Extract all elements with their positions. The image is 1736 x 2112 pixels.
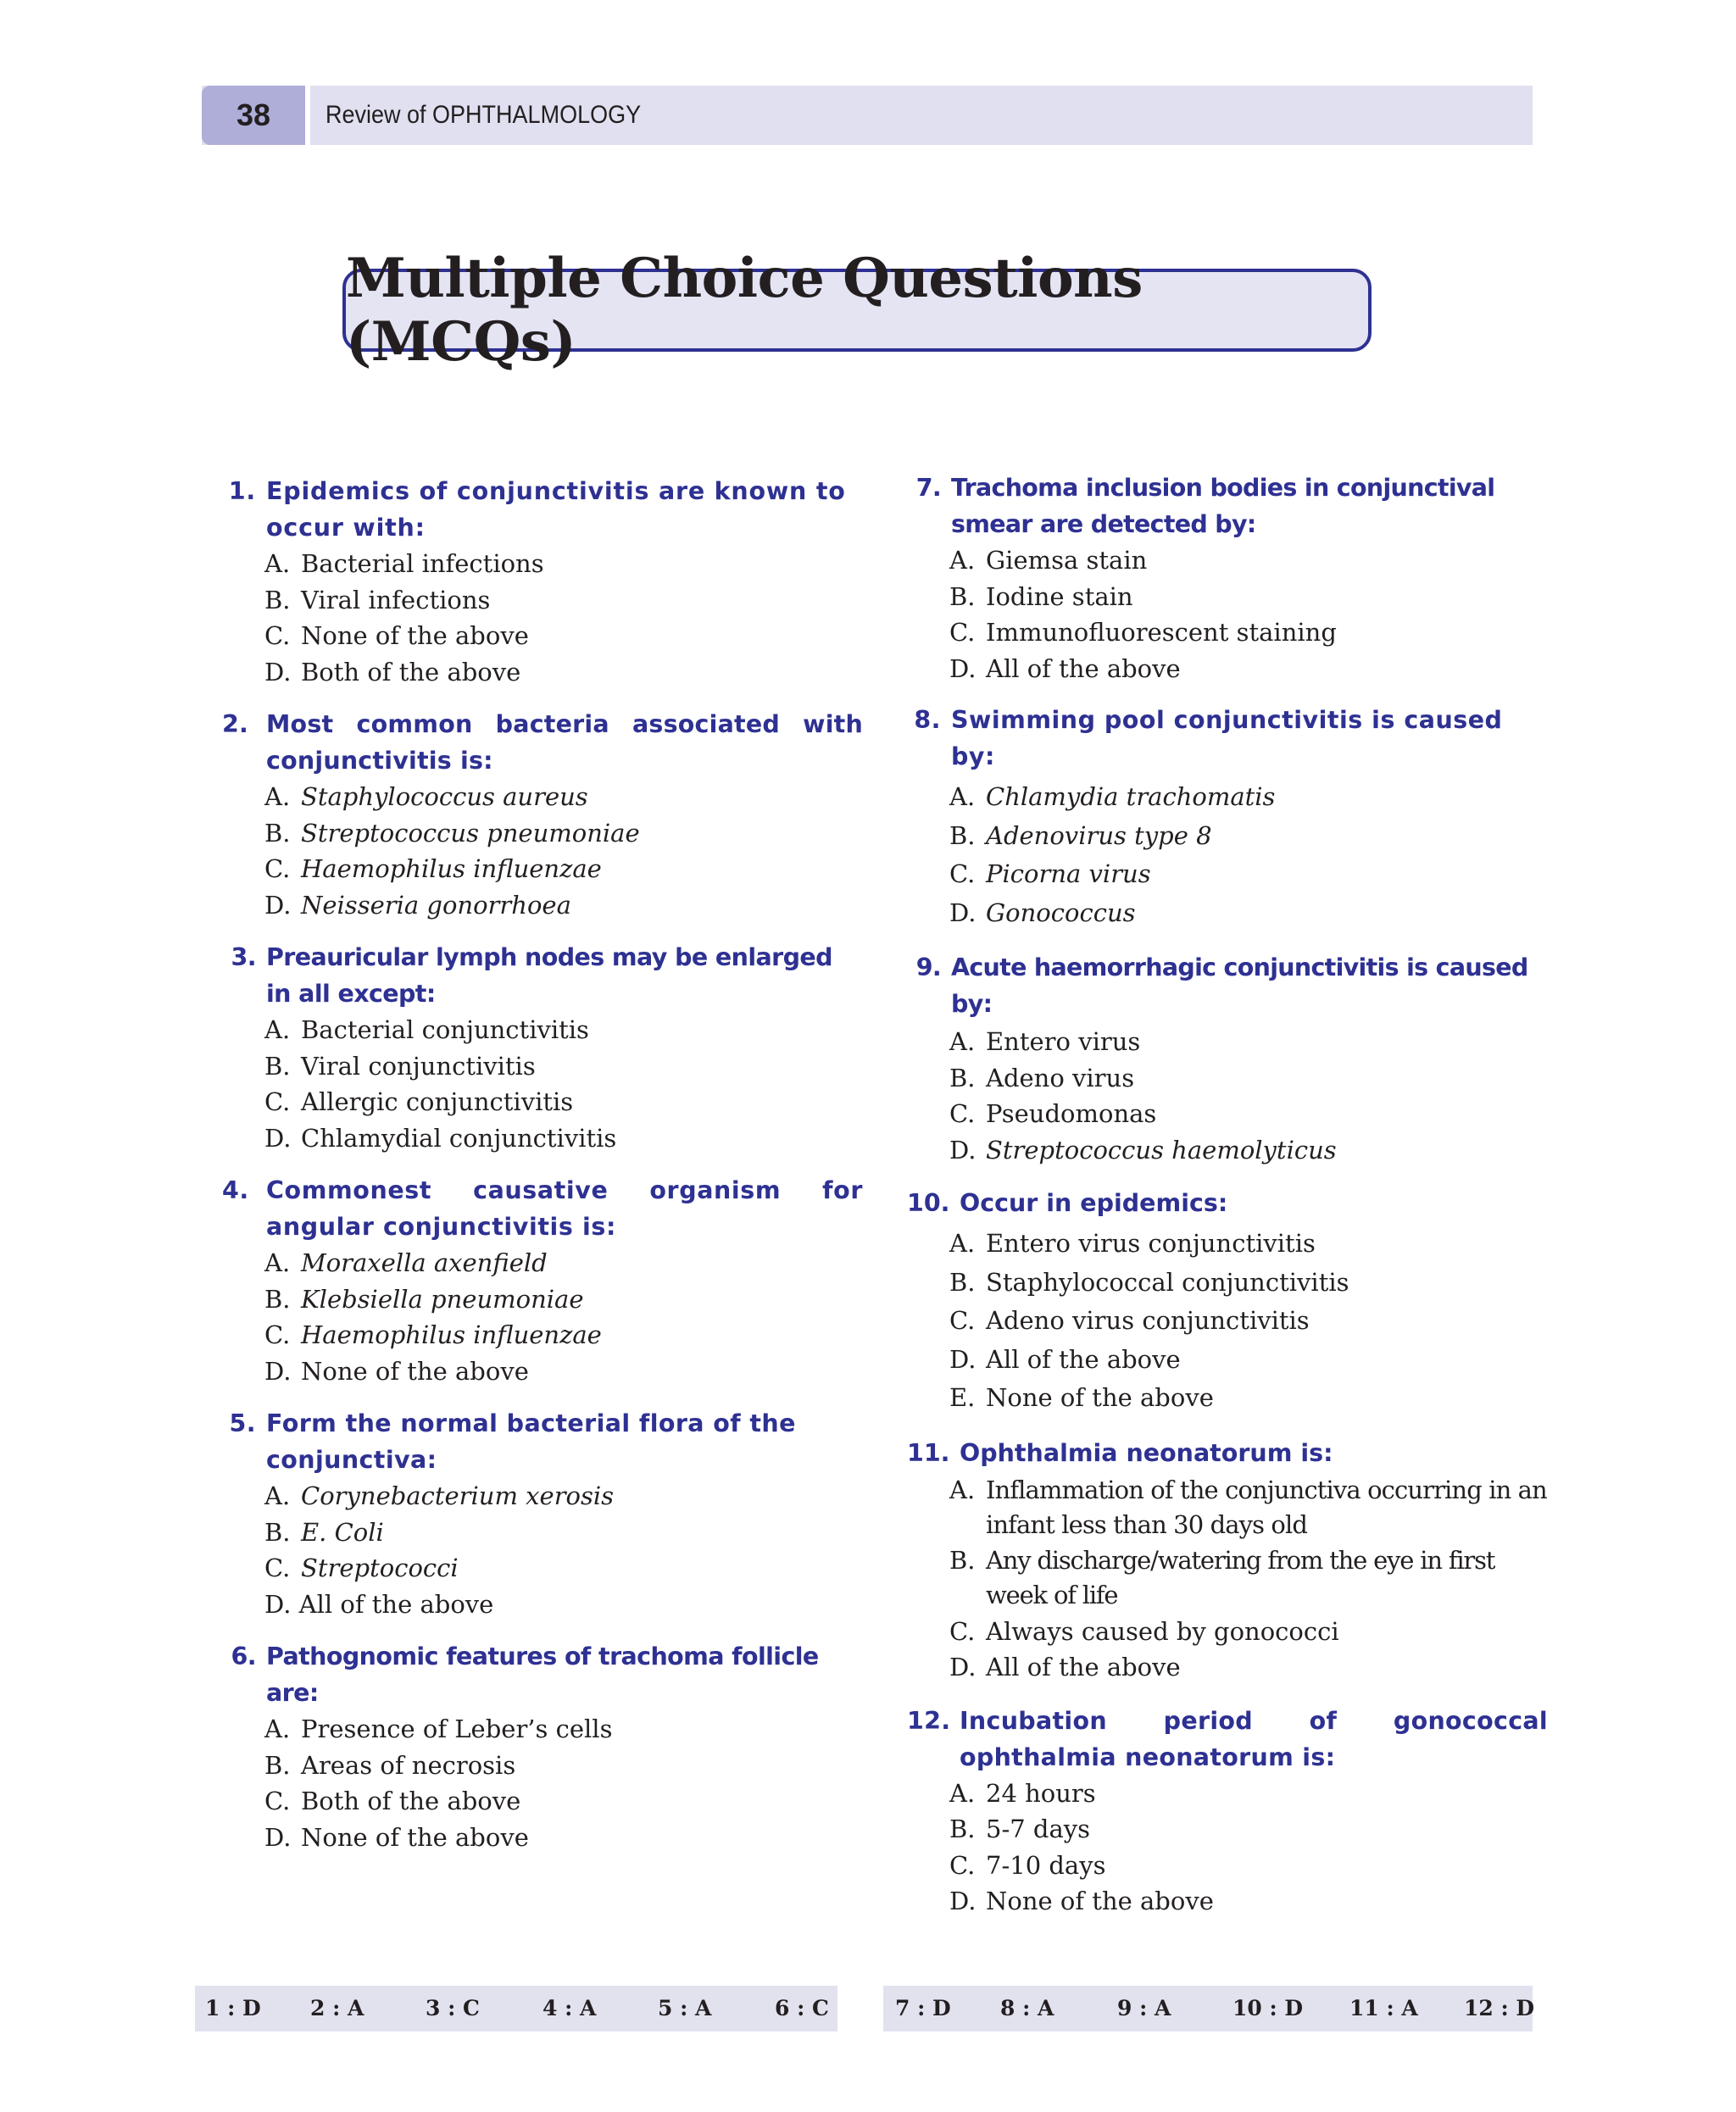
option-a: A. Moraxella axenfield <box>264 1248 548 1277</box>
question-number: 9. <box>915 953 941 981</box>
question-8 <box>907 702 1548 932</box>
option-a: A. Bacterial conjunctivitis <box>264 1015 589 1044</box>
answer-item: 7 : D <box>895 1996 951 2020</box>
question-text: 11. Ophthalmia neonatorum is: <box>907 1435 1548 1471</box>
question-number: 11. <box>907 1438 950 1467</box>
question-3 <box>222 939 863 1156</box>
option-a: A. Inflammation of the conjunctiva occurring in an infant less than 30 days old <box>949 1475 1547 1539</box>
question-10 <box>907 1185 1548 1418</box>
answer-item: 6 : C <box>775 1996 829 2020</box>
question-12 <box>907 1703 1548 1920</box>
option-d: D. Gonococcus <box>949 898 1136 927</box>
question-number: 10. <box>907 1189 950 1217</box>
option-d: D. All of the above <box>949 1344 1181 1374</box>
question-2 <box>222 706 863 923</box>
option-b: B. Viral infections <box>264 585 491 614</box>
section-title: Multiple Choice Questions (MCQs) <box>346 247 1143 374</box>
option-a: A. Chlamydia trachomatis <box>949 782 1276 811</box>
option-b: B. 5-7 days <box>949 1815 1091 1843</box>
answer-key-left <box>195 1986 837 2031</box>
option-d: D. All of the above <box>949 653 1181 683</box>
option-b: B. Areas of necrosis <box>264 1750 516 1780</box>
question-text: 2. Most common bacteria associated with conjunctivitis is: <box>222 706 863 779</box>
answer-item: 3 : C <box>426 1996 480 2020</box>
question-text: 1. Epidemics of conjunctivitis are known to occur with: <box>222 473 863 546</box>
question-text: 6. Pathognomic features of trachoma follicle are: <box>222 1638 863 1711</box>
question-number: 5. <box>229 1409 256 1437</box>
option-c: C. Both of the above <box>264 1787 521 1815</box>
option-c: C. Picorna virus <box>949 859 1151 888</box>
option-d: D. None of the above <box>264 1822 529 1852</box>
option-c: C. None of the above <box>264 621 529 650</box>
question-text: 4. Commonest causative organism for angular conjunctivitis is: <box>222 1172 863 1245</box>
option-a: A. Entero virus <box>949 1027 1141 1056</box>
option-d: D. None of the above <box>949 1887 1214 1915</box>
option-c: C. Haemophilus influenzae <box>264 854 602 883</box>
answer-item: 5 : A <box>658 1996 712 2020</box>
option-d: D. Streptococcus haemolyticus <box>949 1135 1337 1164</box>
option-d: D. All of the above <box>949 1653 1181 1681</box>
option-c: C. Adeno virus conjunctivitis <box>949 1306 1310 1335</box>
option-a: A. Bacterial infections <box>264 549 544 578</box>
question-text: 9. Acute haemorrhagic conjunctivitis is caused by: <box>907 949 1548 1022</box>
option-d: D. All of the above <box>264 1589 494 1619</box>
option-c: C. Streptococci <box>264 1553 459 1582</box>
option-c: C. Allergic conjunctivitis <box>264 1087 574 1116</box>
option-a: A. Corynebacterium xerosis <box>264 1481 615 1510</box>
option-c: C. Haemophilus influenzae <box>264 1320 602 1349</box>
question-number: 1. <box>228 477 256 505</box>
option-b: B. Adenovirus type 8 <box>949 820 1212 850</box>
option-c: C. Pseudomonas <box>949 1099 1157 1128</box>
option-b: B. Iodine stain <box>949 581 1133 611</box>
answer-item: 2 : A <box>310 1996 364 2020</box>
answer-item: 4 : A <box>542 1996 597 2020</box>
option-a: A. Giemsa stain <box>949 546 1148 575</box>
header-divider <box>305 86 310 145</box>
option-b: B. Streptococcus pneumoniae <box>264 818 640 848</box>
option-b: B. E. Coli <box>264 1517 384 1547</box>
question-number: 3. <box>231 943 256 971</box>
option-d: D. Neisseria gonorrhoea <box>264 890 571 920</box>
option-b: B. Any discharge/watering from the eye in first week of life <box>949 1545 1495 1609</box>
option-d: D. Both of the above <box>264 657 521 686</box>
question-text: 10. Occur in epidemics: <box>907 1185 1548 1221</box>
question-text: 12. Incubation period of gonococcal ophthalmia neonatorum is: <box>907 1703 1548 1776</box>
option-e: E. None of the above <box>949 1383 1214 1412</box>
answer-key-right <box>883 1986 1533 2031</box>
option-b: B. Viral conjunctivitis <box>264 1051 536 1081</box>
option-c: C. Always caused by gonococci <box>949 1616 1339 1646</box>
left-column <box>222 473 863 1855</box>
option-a: A. 24 hours <box>949 1778 1096 1808</box>
option-d: D. None of the above <box>264 1356 529 1386</box>
option-a: A. Entero virus conjunctivitis <box>949 1229 1316 1258</box>
question-7 <box>907 470 1548 686</box>
question-number: 8. <box>914 706 941 734</box>
question-text: 7. Trachoma inclusion bodies in conjunctival smear are detected by: <box>907 470 1548 542</box>
question-number: 4. <box>222 1176 249 1204</box>
question-text: 8. Swimming pool conjunctivitis is caused by: <box>907 702 1548 775</box>
question-text: 3. Preauricular lymph nodes may be enlarged in all except: <box>222 939 863 1012</box>
option-c: C. Immunofluorescent staining <box>949 618 1337 647</box>
book-title: Review of OPHTHALMOLOGY <box>326 101 642 129</box>
answer-item: 12 : D <box>1464 1996 1535 2020</box>
question-number: 6. <box>231 1642 256 1670</box>
right-column <box>907 470 1548 1920</box>
answer-item: 11 : A <box>1349 1996 1418 2020</box>
option-b: B. Adeno virus <box>949 1063 1135 1092</box>
question-5 <box>222 1405 863 1622</box>
question-9 <box>907 949 1548 1168</box>
option-a: A. Staphylococcus aureus <box>264 782 588 811</box>
page-number: 38 <box>202 86 305 145</box>
question-number: 7. <box>915 474 941 502</box>
question-1 <box>222 473 863 690</box>
answer-item: 9 : A <box>1117 1996 1171 2020</box>
question-number: 2. <box>222 710 249 738</box>
question-6 <box>222 1638 863 1855</box>
option-b: B. Staphylococcal conjunctivitis <box>949 1267 1349 1297</box>
question-4 <box>222 1172 863 1389</box>
answer-item: 10 : D <box>1232 1996 1304 2020</box>
option-c: C. 7-10 days <box>949 1850 1106 1880</box>
question-number: 12. <box>907 1706 951 1735</box>
question-text: 5. Form the normal bacterial flora of the conjunctiva: <box>222 1405 863 1478</box>
answer-item: 8 : A <box>1000 1996 1054 2020</box>
section-title-box <box>342 247 1372 374</box>
answer-item: 1 : D <box>205 1996 261 2020</box>
option-d: D. Chlamydial conjunctivitis <box>264 1123 617 1153</box>
question-11 <box>907 1435 1548 1686</box>
option-a: A. Presence of Leber’s cells <box>264 1715 613 1743</box>
option-b: B. Klebsiella pneumoniae <box>264 1284 584 1314</box>
